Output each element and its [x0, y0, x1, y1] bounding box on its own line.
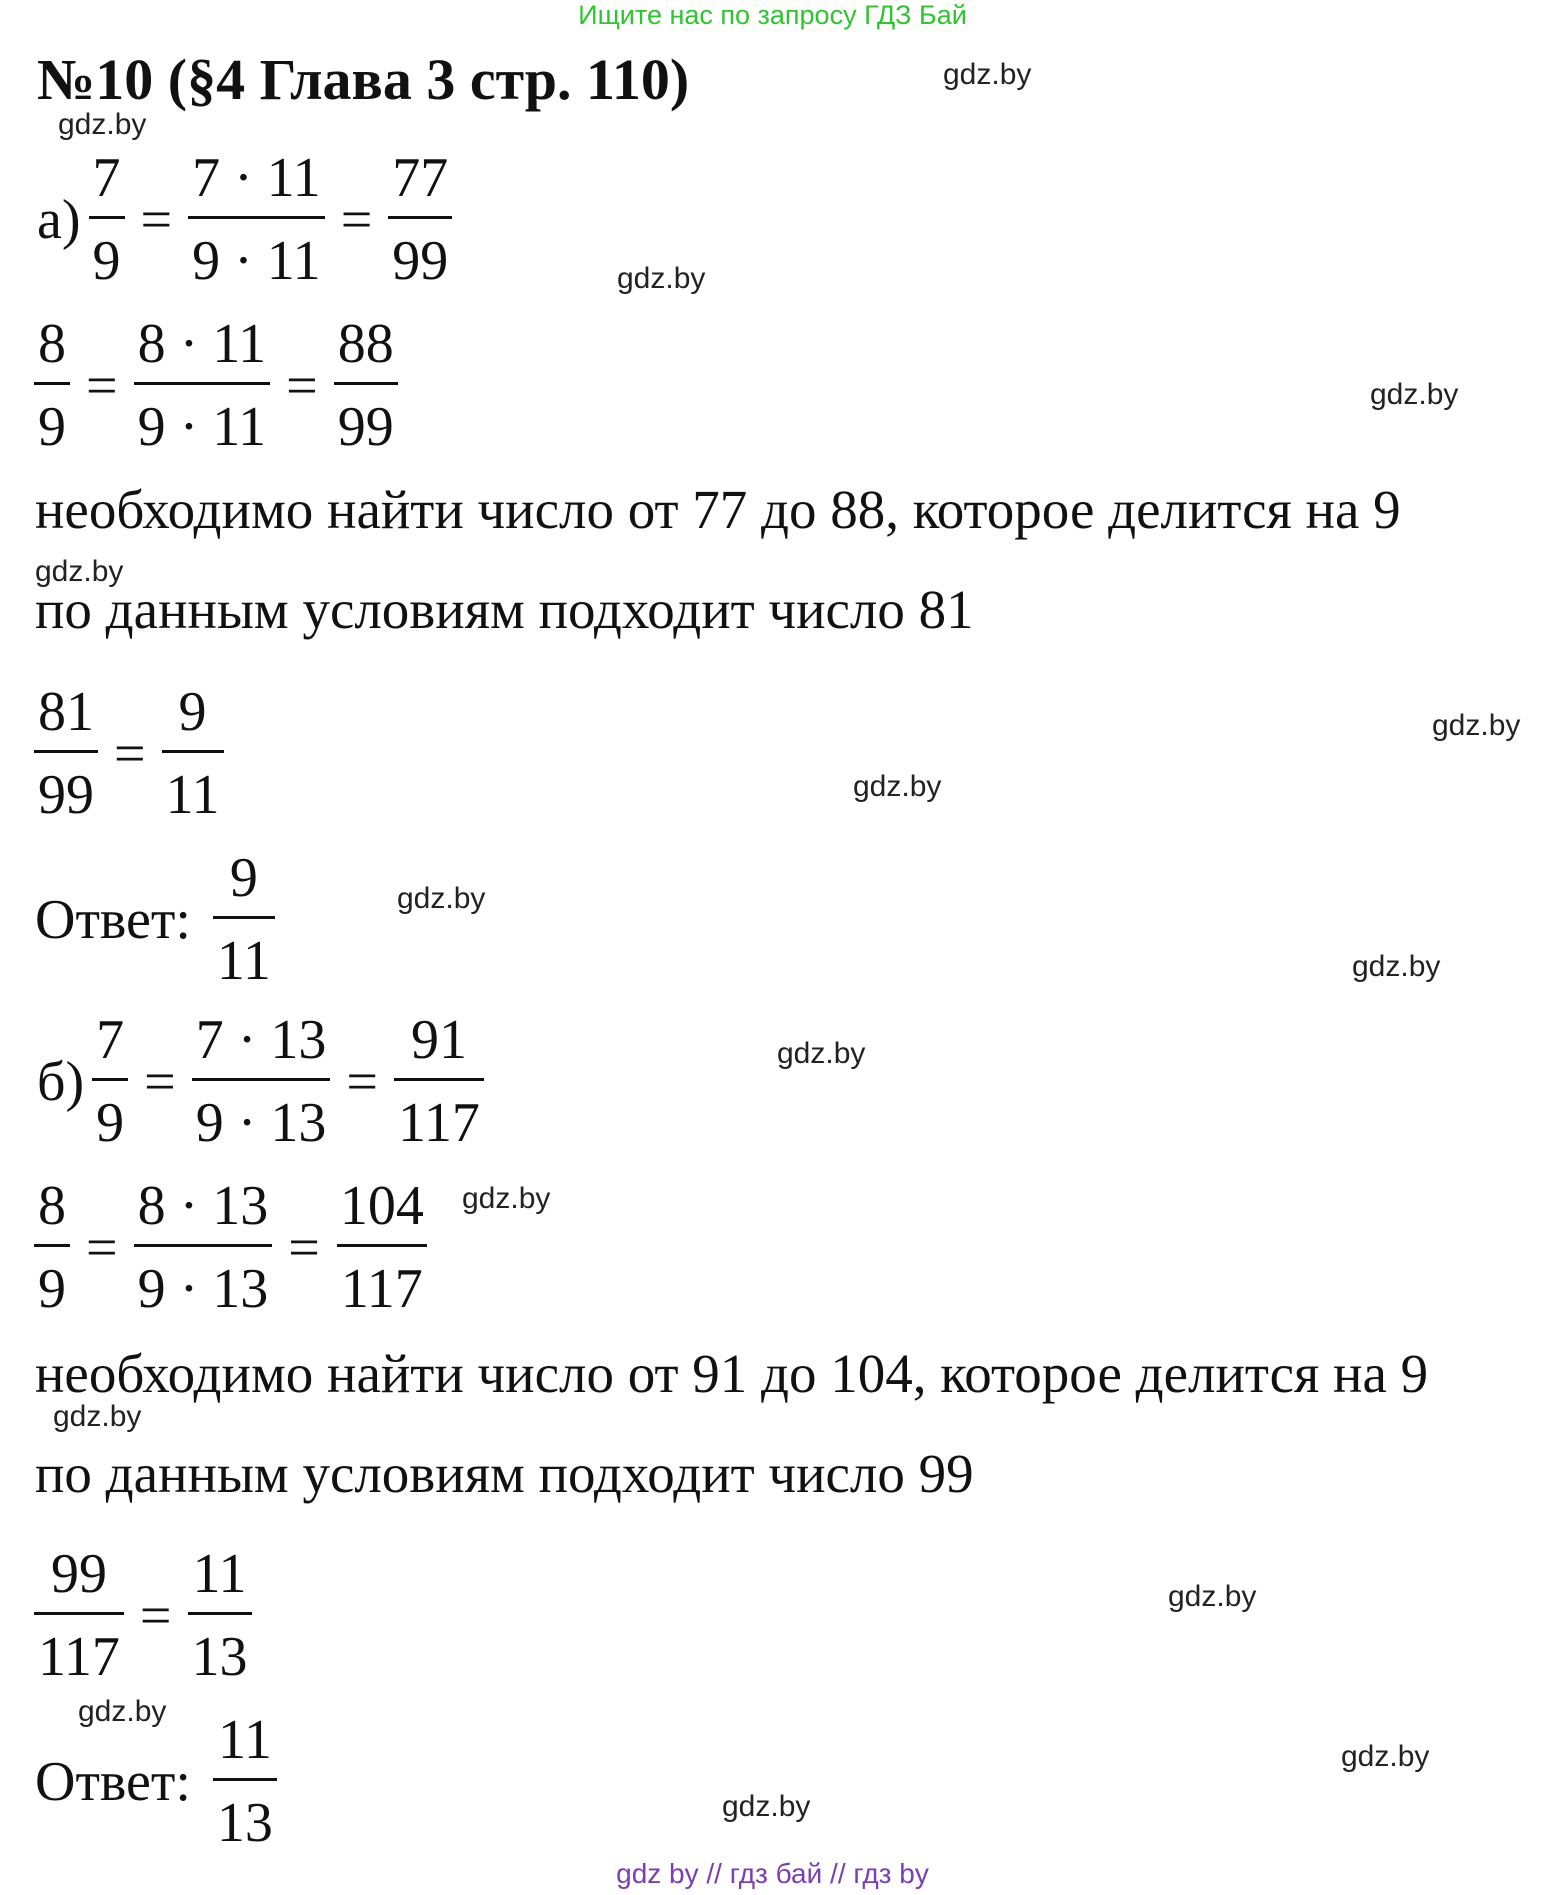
watermark: gdz.by	[1341, 1740, 1430, 1773]
answer-fraction: $\frac{9}{11}$	[209, 850, 279, 989]
fraction: $\frac{77}{99}$	[384, 150, 456, 289]
watermark: gdz.by	[1168, 1580, 1257, 1613]
part-a-equation-3: $\frac{81}{99}$ = $\frac{9}{11}$	[30, 684, 228, 823]
fraction: $\frac{8 \cdot 13}{9 \cdot 13}$	[130, 1178, 277, 1317]
part-b-text-1: необходимо найти число от 91 до 104, которое делится на 9	[35, 1343, 1429, 1404]
watermark: gdz.by	[722, 1790, 811, 1823]
fraction: $\frac{9}{11}$	[158, 684, 228, 823]
part-a-text-1: необходимо найти число от 77 до 88, которое делится на 9	[35, 479, 1401, 540]
watermark: gdz.by	[78, 1695, 167, 1728]
fraction: $\frac{104}{117}$	[332, 1178, 432, 1317]
search-banner[interactable]: Ищите нас по запросу ГДЗ Бай	[578, 0, 967, 30]
footer-links[interactable]: gdz by // гдз бай // гдз by	[616, 1858, 929, 1889]
fraction: $\frac{81}{99}$	[30, 684, 102, 823]
part-b-equation-3: $\frac{99}{117}$ = $\frac{11}{13}$	[30, 1546, 256, 1685]
part-a-text-2: по данным условиям подходит число 81	[35, 579, 974, 640]
fraction: $\frac{7}{9}$	[85, 150, 129, 289]
watermark: gdz.by	[58, 108, 147, 141]
answer-fraction: $\frac{11}{13}$	[209, 1712, 281, 1851]
part-b-equation-1: б) $\frac{7}{9}$ = $\frac{7 \cdot 13}{9 \cdot 13}$ = $\frac{91}{117}$	[37, 1012, 488, 1151]
page-title: №10 (§4 Глава 3 стр. 110)	[37, 47, 690, 112]
part-b-text-2: по данным условиям подходит число 99	[35, 1443, 974, 1504]
fraction: $\frac{7}{9}$	[88, 1012, 132, 1151]
watermark: gdz.by	[853, 770, 942, 803]
fraction: $\frac{8 \cdot 11}{9 \cdot 11}$	[130, 316, 275, 455]
watermark: gdz.by	[617, 262, 706, 295]
watermark: gdz.by	[777, 1037, 866, 1070]
fraction: $\frac{7 \cdot 11}{9 \cdot 11}$	[184, 150, 329, 289]
fraction: $\frac{91}{117}$	[390, 1012, 488, 1151]
part-b-label: б)	[37, 1050, 85, 1113]
watermark: gdz.by	[1370, 378, 1459, 411]
watermark: gdz.by	[943, 58, 1032, 91]
fraction: $\frac{11}{13}$	[184, 1546, 256, 1685]
fraction: $\frac{8}{9}$	[30, 316, 74, 455]
watermark: gdz.by	[462, 1182, 551, 1215]
watermark: gdz.by	[35, 555, 124, 588]
answer-label: Ответ:	[35, 888, 191, 951]
watermark: gdz.by	[1432, 709, 1521, 742]
fraction: $\frac{99}{117}$	[30, 1546, 128, 1685]
watermark: gdz.by	[397, 882, 486, 915]
part-a-equation-1: а) $\frac{7}{9}$ = $\frac{7 \cdot 11}{9 \cdot 11}$ = $\frac{77}{99}$	[37, 150, 456, 289]
answer-label: Ответ:	[35, 1750, 191, 1813]
fraction: $\frac{7 \cdot 13}{9 \cdot 13}$	[188, 1012, 335, 1151]
watermark: gdz.by	[53, 1400, 142, 1433]
part-a-equation-2: $\frac{8}{9}$ = $\frac{8 \cdot 11}{9 \cdot 11}$ = $\frac{88}{99}$	[30, 316, 402, 455]
part-a-answer	[35, 847, 279, 992]
fraction: $\frac{88}{99}$	[330, 316, 402, 455]
fraction: $\frac{8}{9}$	[30, 1178, 74, 1317]
part-b-equation-2: $\frac{8}{9}$ = $\frac{8 \cdot 13}{9 \cdot 13}$ = $\frac{104}{117}$	[30, 1178, 432, 1317]
part-a-label: а)	[37, 188, 81, 251]
watermark: gdz.by	[1352, 950, 1441, 983]
